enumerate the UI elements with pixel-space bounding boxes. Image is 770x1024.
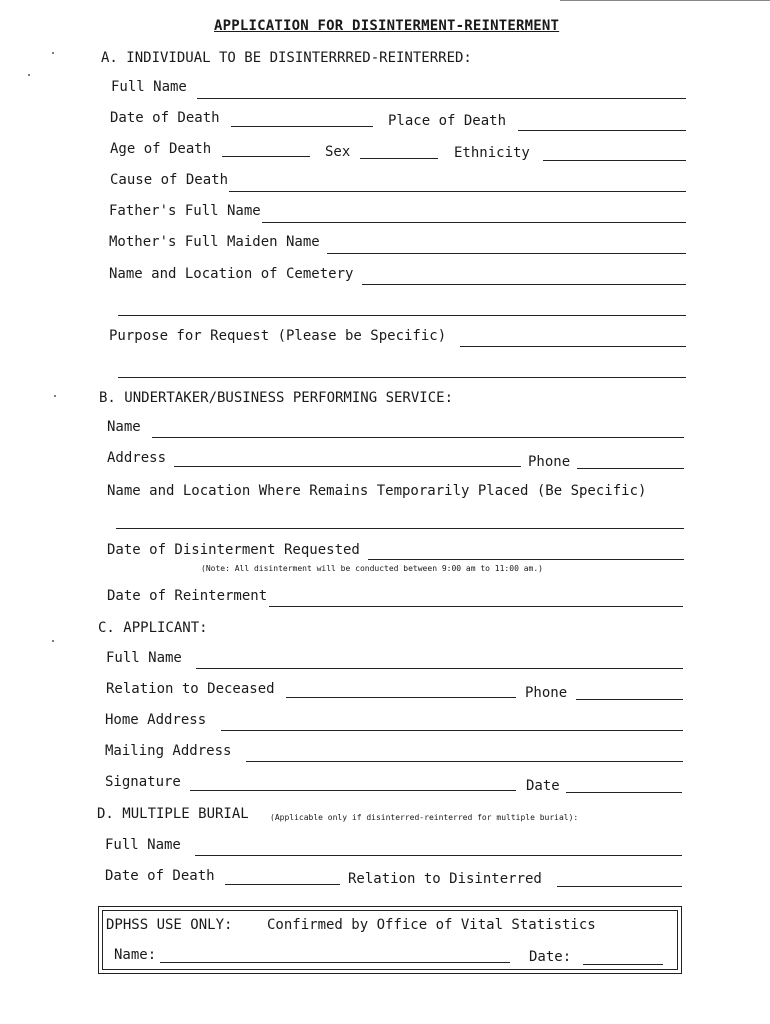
c-home-address-field[interactable] [221,730,683,731]
a-mother-name-field[interactable] [327,253,686,254]
a-father-name-label: Father's Full Name [109,203,261,219]
section-c-heading: C. APPLICANT: [98,620,208,636]
a-age-of-death-label: Age of Death [110,141,212,157]
b-reinterment-date-field[interactable] [269,606,683,607]
b-phone-label: Phone [528,454,571,470]
section-d-note: (Applicable only if disinterred-reinterred for multiple burial): [270,813,579,822]
d-full-name-label: Full Name [105,837,181,853]
c-relation-field[interactable] [286,697,516,698]
a-mother-name-label: Mother's Full Maiden Name [109,234,320,250]
c-phone-label: Phone [525,685,568,701]
d-full-name-field[interactable] [195,855,682,856]
d-relation-field[interactable] [557,886,682,887]
a-sex-field[interactable] [360,158,438,159]
a-full-name-label: Full Name [111,79,187,95]
b-remains-location-label: Name and Location Where Remains Temporarily Placed (Be Specific) [107,483,647,499]
section-a-heading: A. INDIVIDUAL TO BE DISINTERRRED-REINTERRED: [101,50,472,66]
a-age-of-death-field[interactable] [222,156,310,157]
a-place-of-death-label: Place of Death [388,113,507,129]
scan-speck [54,395,56,397]
b-address-field[interactable] [174,466,521,467]
b-disinterment-note: (Note: All disinterment will be conducted between 9:00 am to 11:00 am.) [201,564,543,573]
b-disinterment-date-label: Date of Disinterment Requested [107,542,360,558]
a-cemetery-field[interactable] [362,284,686,285]
a-cemetery-field-line-2[interactable] [118,315,686,316]
d-date-of-death-field[interactable] [225,884,340,885]
scan-speck [28,74,30,76]
c-signature-label: Signature [105,774,181,790]
a-purpose-field-line-2[interactable] [118,377,686,378]
a-date-of-death-label: Date of Death [110,110,220,126]
scan-speck [52,640,54,642]
b-disinterment-date-field[interactable] [368,559,684,560]
a-cause-of-death-label: Cause of Death [110,172,229,188]
b-remains-location-field[interactable] [116,528,684,529]
c-full-name-field[interactable] [196,668,683,669]
a-father-name-field[interactable] [262,222,686,223]
c-phone-field[interactable] [576,699,683,700]
section-d-heading: D. MULTIPLE BURIAL [97,806,249,822]
b-address-label: Address [107,450,167,466]
a-full-name-field[interactable] [197,98,686,99]
form-title: APPLICATION FOR DISINTERMENT-REINTERMENT [214,18,560,34]
d-date-of-death-label: Date of Death [105,868,215,884]
c-home-address-label: Home Address [105,712,207,728]
a-cemetery-label: Name and Location of Cemetery [109,266,354,282]
section-b-heading: B. UNDERTAKER/BUSINESS PERFORMING SERVICE: [99,390,454,406]
b-phone-field[interactable] [577,468,684,469]
scan-edge [560,0,770,1]
a-ethnicity-field[interactable] [543,160,686,161]
c-mailing-address-field[interactable] [246,761,683,762]
c-relation-label: Relation to Deceased [106,681,275,697]
a-ethnicity-label: Ethnicity [454,145,530,161]
office-date-label: Date: [529,949,572,965]
c-mailing-address-label: Mailing Address [105,743,232,759]
c-full-name-label: Full Name [106,650,182,666]
office-name-field[interactable] [160,962,510,963]
a-purpose-field[interactable] [460,346,686,347]
office-confirmed-text: Confirmed by Office of Vital Statistics [267,917,596,933]
c-signature-field[interactable] [190,790,516,791]
b-reinterment-date-label: Date of Reinterment [107,588,268,604]
b-name-field[interactable] [152,437,684,438]
scan-speck [52,52,54,54]
a-date-of-death-field[interactable] [231,126,373,127]
office-date-field[interactable] [583,964,663,965]
b-name-label: Name [107,419,141,435]
d-relation-label: Relation to Disinterred [348,871,542,887]
office-use-label: DPHSS USE ONLY: [106,917,233,933]
office-name-label: Name: [114,947,157,963]
a-sex-label: Sex [325,144,351,160]
a-place-of-death-field[interactable] [518,130,686,131]
c-date-label: Date [526,778,560,794]
a-purpose-label: Purpose for Request (Please be Specific) [109,328,447,344]
c-date-field[interactable] [566,792,682,793]
a-cause-of-death-field[interactable] [229,191,686,192]
